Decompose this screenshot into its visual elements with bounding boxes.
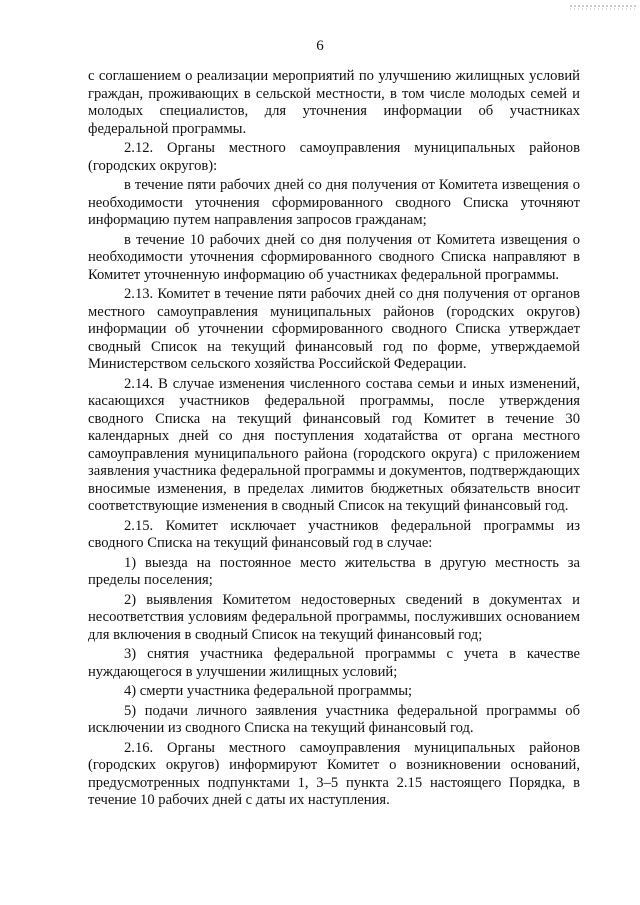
paragraph-2-12-item-1: в течение пяти рабочих дней со дня получения от Комитета извещения о необходимости уточнения сформированного сводного Списка уточняют информацию путем направления запросов гражданам; bbox=[88, 177, 580, 228]
document-body bbox=[88, 68, 580, 812]
scan-corner-mark bbox=[560, 0, 640, 14]
paragraph-2-12-item-2: в течение 10 рабочих дней со дня получения от Комитета извещения о необходимости уточнения сформированного сводного Списка направляют в Комитет уточненную информацию об участниках федеральной программы. bbox=[88, 231, 580, 283]
paragraph-2-16: 2.16. Органы местного самоуправления муниципальных районов (городских округов) информируют Комитет о возникновении оснований, предусмотренных подпунктами 1, 3–5 пункта 2.15 настоящего Порядка, в течение 10 рабочих дней с даты их наступления. bbox=[88, 739, 580, 808]
paragraph-continuation: с соглашением о реализации мероприятий по улучшению жилищных условий граждан, проживающих в сельской местности, в том числе молодых семей и молодых специалистов, для уточнения информации об участниках федеральной программы. bbox=[88, 68, 580, 137]
list-item-3: 3) снятия участника федеральной программы с учета в качестве нуждающегося в улучшении жилищных условий; bbox=[88, 646, 580, 680]
paragraph-2-13: 2.13. Комитет в течение пяти рабочих дней со дня получения от органов местного самоуправления муниципальных районов (городских округов) информации об уточнении сформированного сводного Списка утверждает сводный Список на текущий финансовый год по форме, утверждаемой Министерством сельского хозяйства Российской Федерации. bbox=[88, 286, 580, 372]
paragraph-2-15: 2.15. Комитет исключает участников федеральной программы из сводного Списка на текущий финансовый год в случае: bbox=[88, 517, 580, 551]
page-number: 6 bbox=[316, 38, 324, 54]
list-item-5: 5) подачи личного заявления участника федеральной программы об исключении из сводного Списка на текущий финансовый год. bbox=[88, 702, 580, 736]
paragraph-2-12: 2.12. Органы местного самоуправления муниципальных районов (городских округов): bbox=[88, 140, 580, 174]
list-item-2: 2) выявления Комитетом недостоверных сведений в документах и несоответствия условиям федеральной программы, послуживших основанием для включения в сводный Список на текущий финансовый год; bbox=[88, 591, 580, 643]
paragraph-2-14: 2.14. В случае изменения численного состава семьи и иных изменений, касающихся участников федеральной программы, после утверждения сводного Списка на текущий финансовый год Комитет в течение 30 календарных дней со дня поступления ходатайства от органа местного самоуправления муниципального района (городского округа) с приложением заявления участника федеральной программы и документов, подтверждающих вносимые изменения, в пределах лимитов бюджетных обязательств вносит соответствующие изменения в сводный Список на текущий финансовый год. bbox=[88, 375, 580, 514]
list-item-1: 1) выезда на постоянное место жительства в другую местность за пределы поселения; bbox=[88, 554, 580, 588]
list-item-4: 4) смерти участника федеральной программы; bbox=[124, 683, 413, 699]
